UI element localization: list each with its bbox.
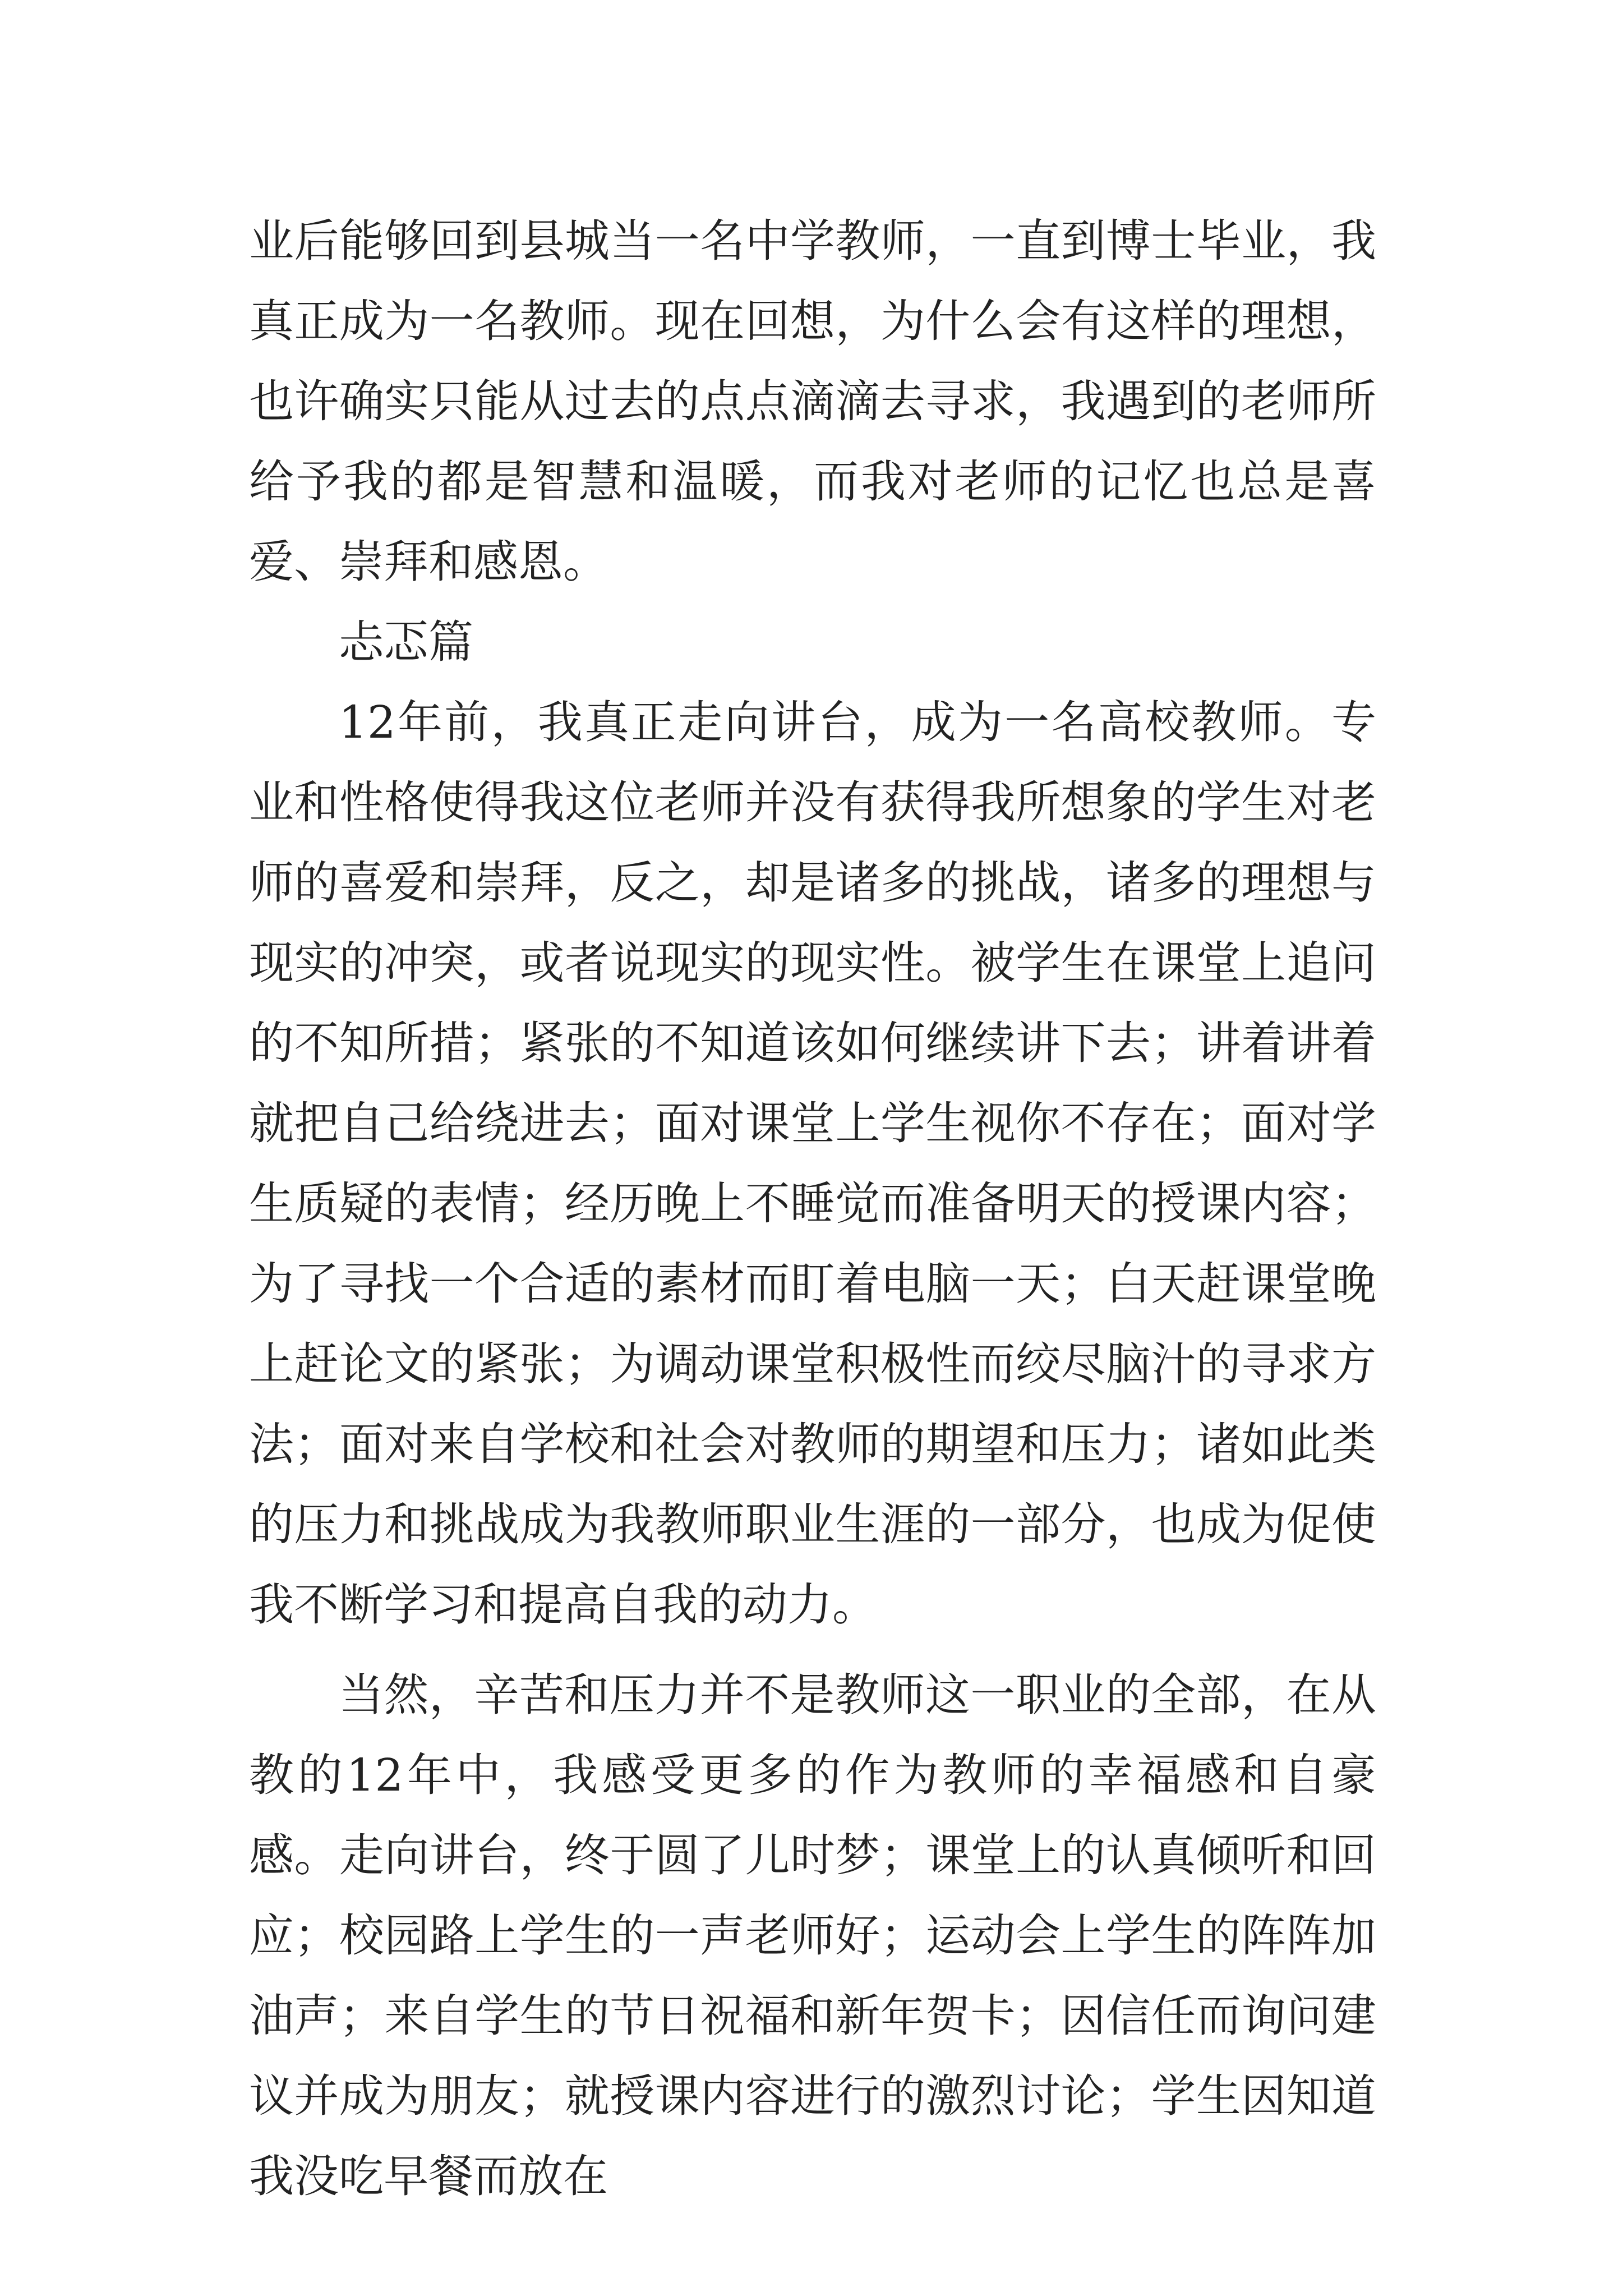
paragraph-happiness: 当然，辛苦和压力并不是教师这一职业的全部，在从教的12年中，我感受更多的作为教师的幸福感和自豪感。走向讲台，终于圆了儿时梦；课堂上的认真倾听和回应；校园路上学生的一声老师好；运动会上学生的阵阵加油声；来自学生的节日祝福和新年贺卡；因信任而询问建议并成为朋友；就授课内容进行的激烈讨论；学生因知道我没吃早餐而放在	[249, 1669, 1376, 2202]
section-heading: 忐忑篇	[339, 616, 473, 668]
paragraph-challenges: 12年前，我真正走向讲台，成为一名高校教师。专业和性格使得我这位老师并没有获得我所想象的学生对老师的喜爱和崇拜，反之，却是诸多的挑战，诸多的理想与现实的冲突，或者说现实的现实性。被学生在课堂上追问的不知所措；紧张的不知道该如何继续讲下去；讲着讲着就把自己给绕进去；面对课堂上学生视你不存在；面对学生质疑的表情；经历晚上不睡觉而准备明天的授课内容；为了寻找一个合适的素材而盯着电脑一天；白天赶课堂晚上赶论文的紧张；为调动课堂积极性而绞尽脑汁的寻求方法；面对来自学校和社会对教师的期望和压力；诸如此类的压力和挑战成为我教师职业生涯的一部分，也成为促使我不断学习和提高自我的动力。	[249, 696, 1376, 1631]
paragraph-continuation: 业后能够回到县城当一名中学教师，一直到博士毕业，我真正成为一名教师。现在回想，为什么会有这样的理想，也许确实只能从过去的点点滴滴去寻求，我遇到的老师所给予我的都是智慧和温暖，而我对老师的记忆也总是喜爱、崇拜和感恩。	[249, 215, 1376, 588]
document-body	[249, 201, 1376, 2216]
